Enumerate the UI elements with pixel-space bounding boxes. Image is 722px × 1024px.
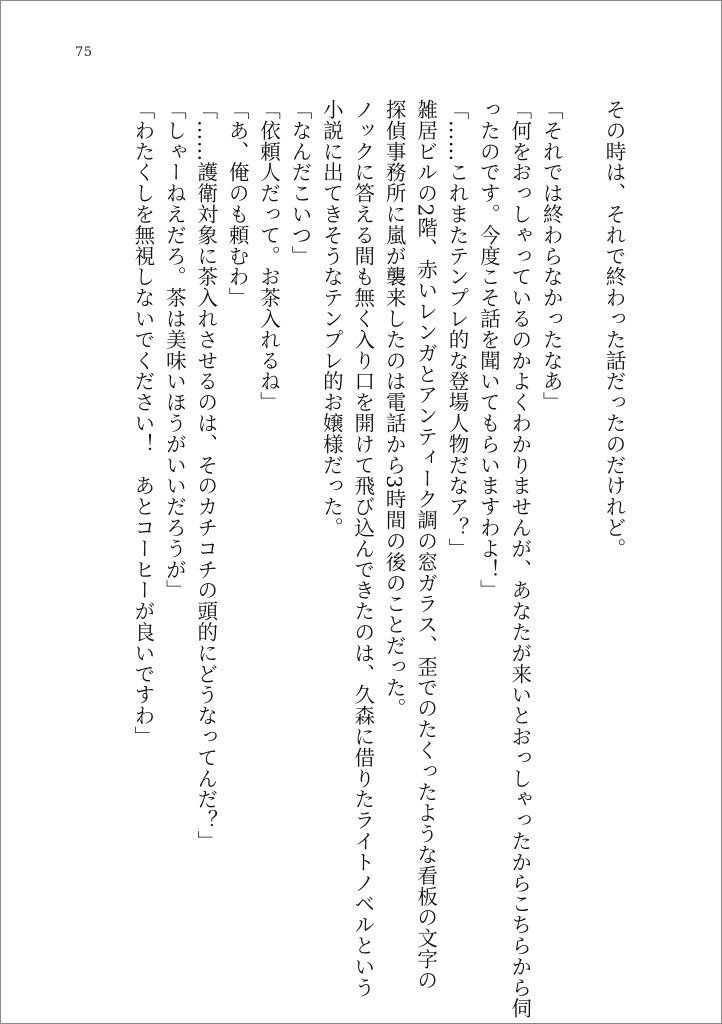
- text-line-5: 「……これまたテンプレ的な登場人物だなア？」: [444, 99, 469, 559]
- text-line-4: ったのです。今度こそ話を聞いてもらいますわよ！」: [476, 99, 501, 601]
- text-line-8: ノックに答える間も無く入り口を開けて飛び込んできたのは、久森に借りたライトノベルという: [350, 99, 375, 998]
- text-line-7: 探偵事務所に嵐が襲来したのは電話から3時間の後のことだった。: [382, 99, 407, 719]
- text-line-3: 「何をおっしゃっているのかよくわかりませんが、あなたが来いとおっしゃったからこちらから伺: [507, 99, 532, 1019]
- text-line-10: 「なんだこいつ」: [287, 99, 312, 267]
- text-line-12: 「あ、俺のも頼むわ」: [225, 99, 250, 308]
- text-line-15: 「わたくしを無視しないでください！ あとコーヒーが良いですわ」: [130, 99, 155, 747]
- page-number: 75: [75, 45, 93, 60]
- text-line-9: 小説に出てきそうなテンプレ的お嬢様だった。: [319, 99, 344, 538]
- novel-body-text: [127, 99, 629, 1019]
- text-line-1: その時は、それで終わった話だったのだけれど。: [602, 99, 626, 559]
- text-line-2: 「それでは終わらなかったなあ」: [539, 99, 564, 413]
- text-line-13: 「……護衛対象に茶入れさせるのは、そのカチコチの頭的にどうなってんだ？」: [193, 99, 218, 852]
- text-line-6: 雑居ビルの2階、赤いレンガとアンティーク調の窓ガラス、歪でのたくったような看板の文字の: [413, 99, 438, 991]
- text-line-14: 「しゃーねえだろ。茶は美味いほうがいいだろうが」: [162, 99, 187, 601]
- text-line-11: 「依頼人だって。お茶入れるね」: [256, 99, 281, 413]
